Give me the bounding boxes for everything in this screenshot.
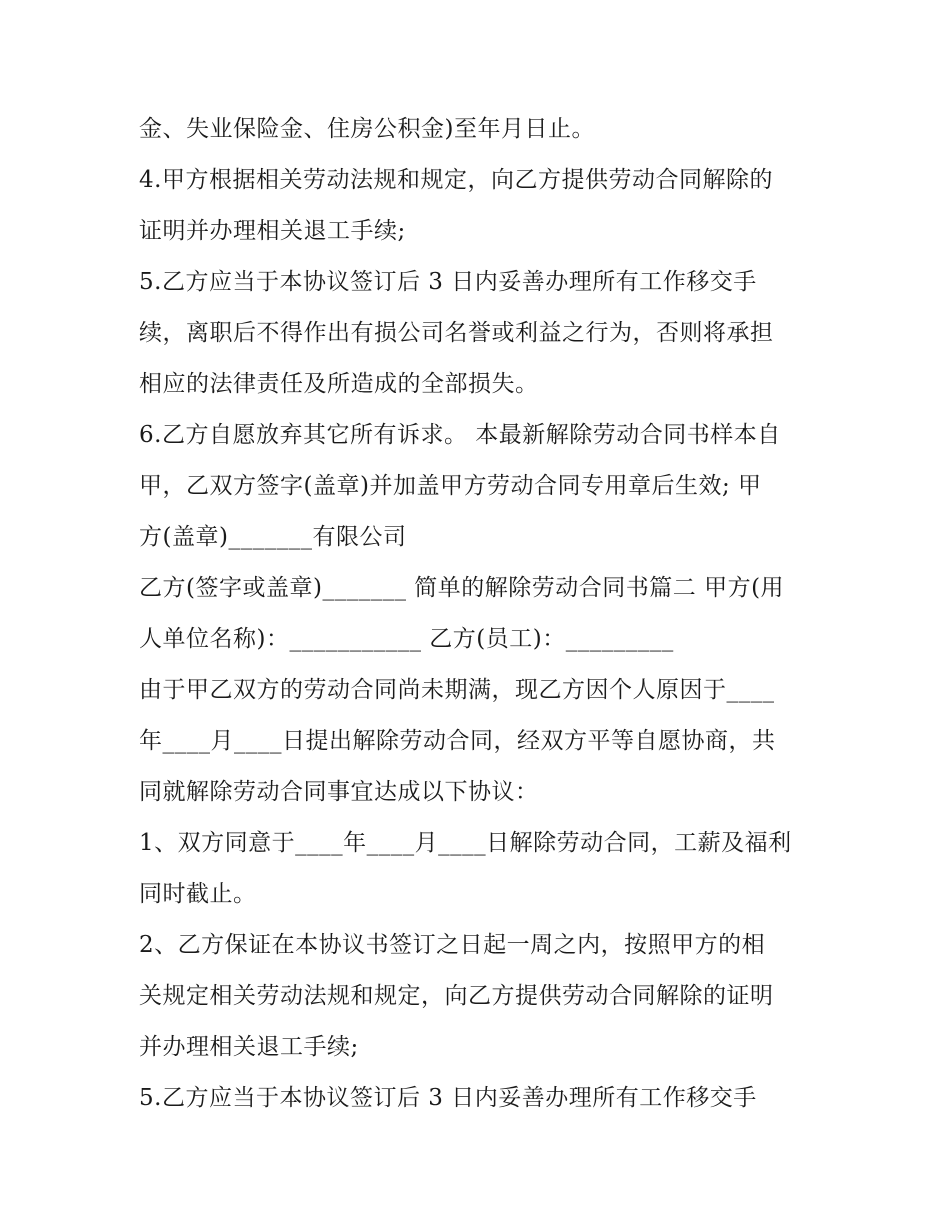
text-line: 4.甲方根据相关劳动法规和规定，向乙方提供劳动合同解除的 — [139, 167, 773, 193]
text-line: 1、双方同意于____年____月____日解除劳动合同，工薪及福利 — [139, 830, 792, 856]
text-line: 由于甲乙双方的劳动合同尚未期满，现乙方因个人原因于____ — [139, 677, 775, 703]
text-line: 2、乙方保证在本协议书签订之日起一周之内，按照甲方的相 — [139, 932, 766, 958]
text-line: 并办理相关退工手续; — [139, 1034, 359, 1060]
text-line: 5.乙方应当于本协议签订后 3 日内妥善办理所有工作移交手 — [139, 1085, 757, 1111]
text-line: 人单位名称)：___________ 乙方(员工)：_________ — [139, 626, 674, 652]
text-line: 相应的法律责任及所造成的全部损失。 — [139, 371, 539, 397]
text-line: 甲，乙双方签字(盖章)并加盖甲方劳动合同专用章后生效; 甲 — [139, 473, 762, 499]
text-line: 6.乙方自愿放弃其它所有诉求。 本最新解除劳动合同书样本自 — [139, 422, 781, 448]
text-line: 乙方(签字或盖章)_______ 简单的解除劳动合同书篇二 甲方(用 — [139, 575, 785, 601]
text-line: 5.乙方应当于本协议签订后 3 日内妥善办理所有工作移交手 — [139, 269, 757, 295]
text-line: 续，离职后不得作出有损公司名誉或利益之行为，否则将承担 — [139, 320, 774, 346]
text-line: 同就解除劳动合同事宜达成以下协议： — [139, 779, 539, 805]
document-body — [139, 104, 819, 1124]
text-line: 证明并办理相关退工手续; — [139, 218, 406, 244]
text-line: 年____月____日提出解除劳动合同，经双方平等自愿协商，共 — [139, 728, 776, 754]
text-line: 金、失业保险金、住房公积金)至年月日止。 — [139, 116, 595, 142]
text-line: 关规定相关劳动法规和规定，向乙方提供劳动合同解除的证明 — [139, 983, 774, 1009]
text-line: 同时截止。 — [139, 881, 257, 907]
text-line: 方(盖章)_______有限公司 — [139, 524, 407, 550]
